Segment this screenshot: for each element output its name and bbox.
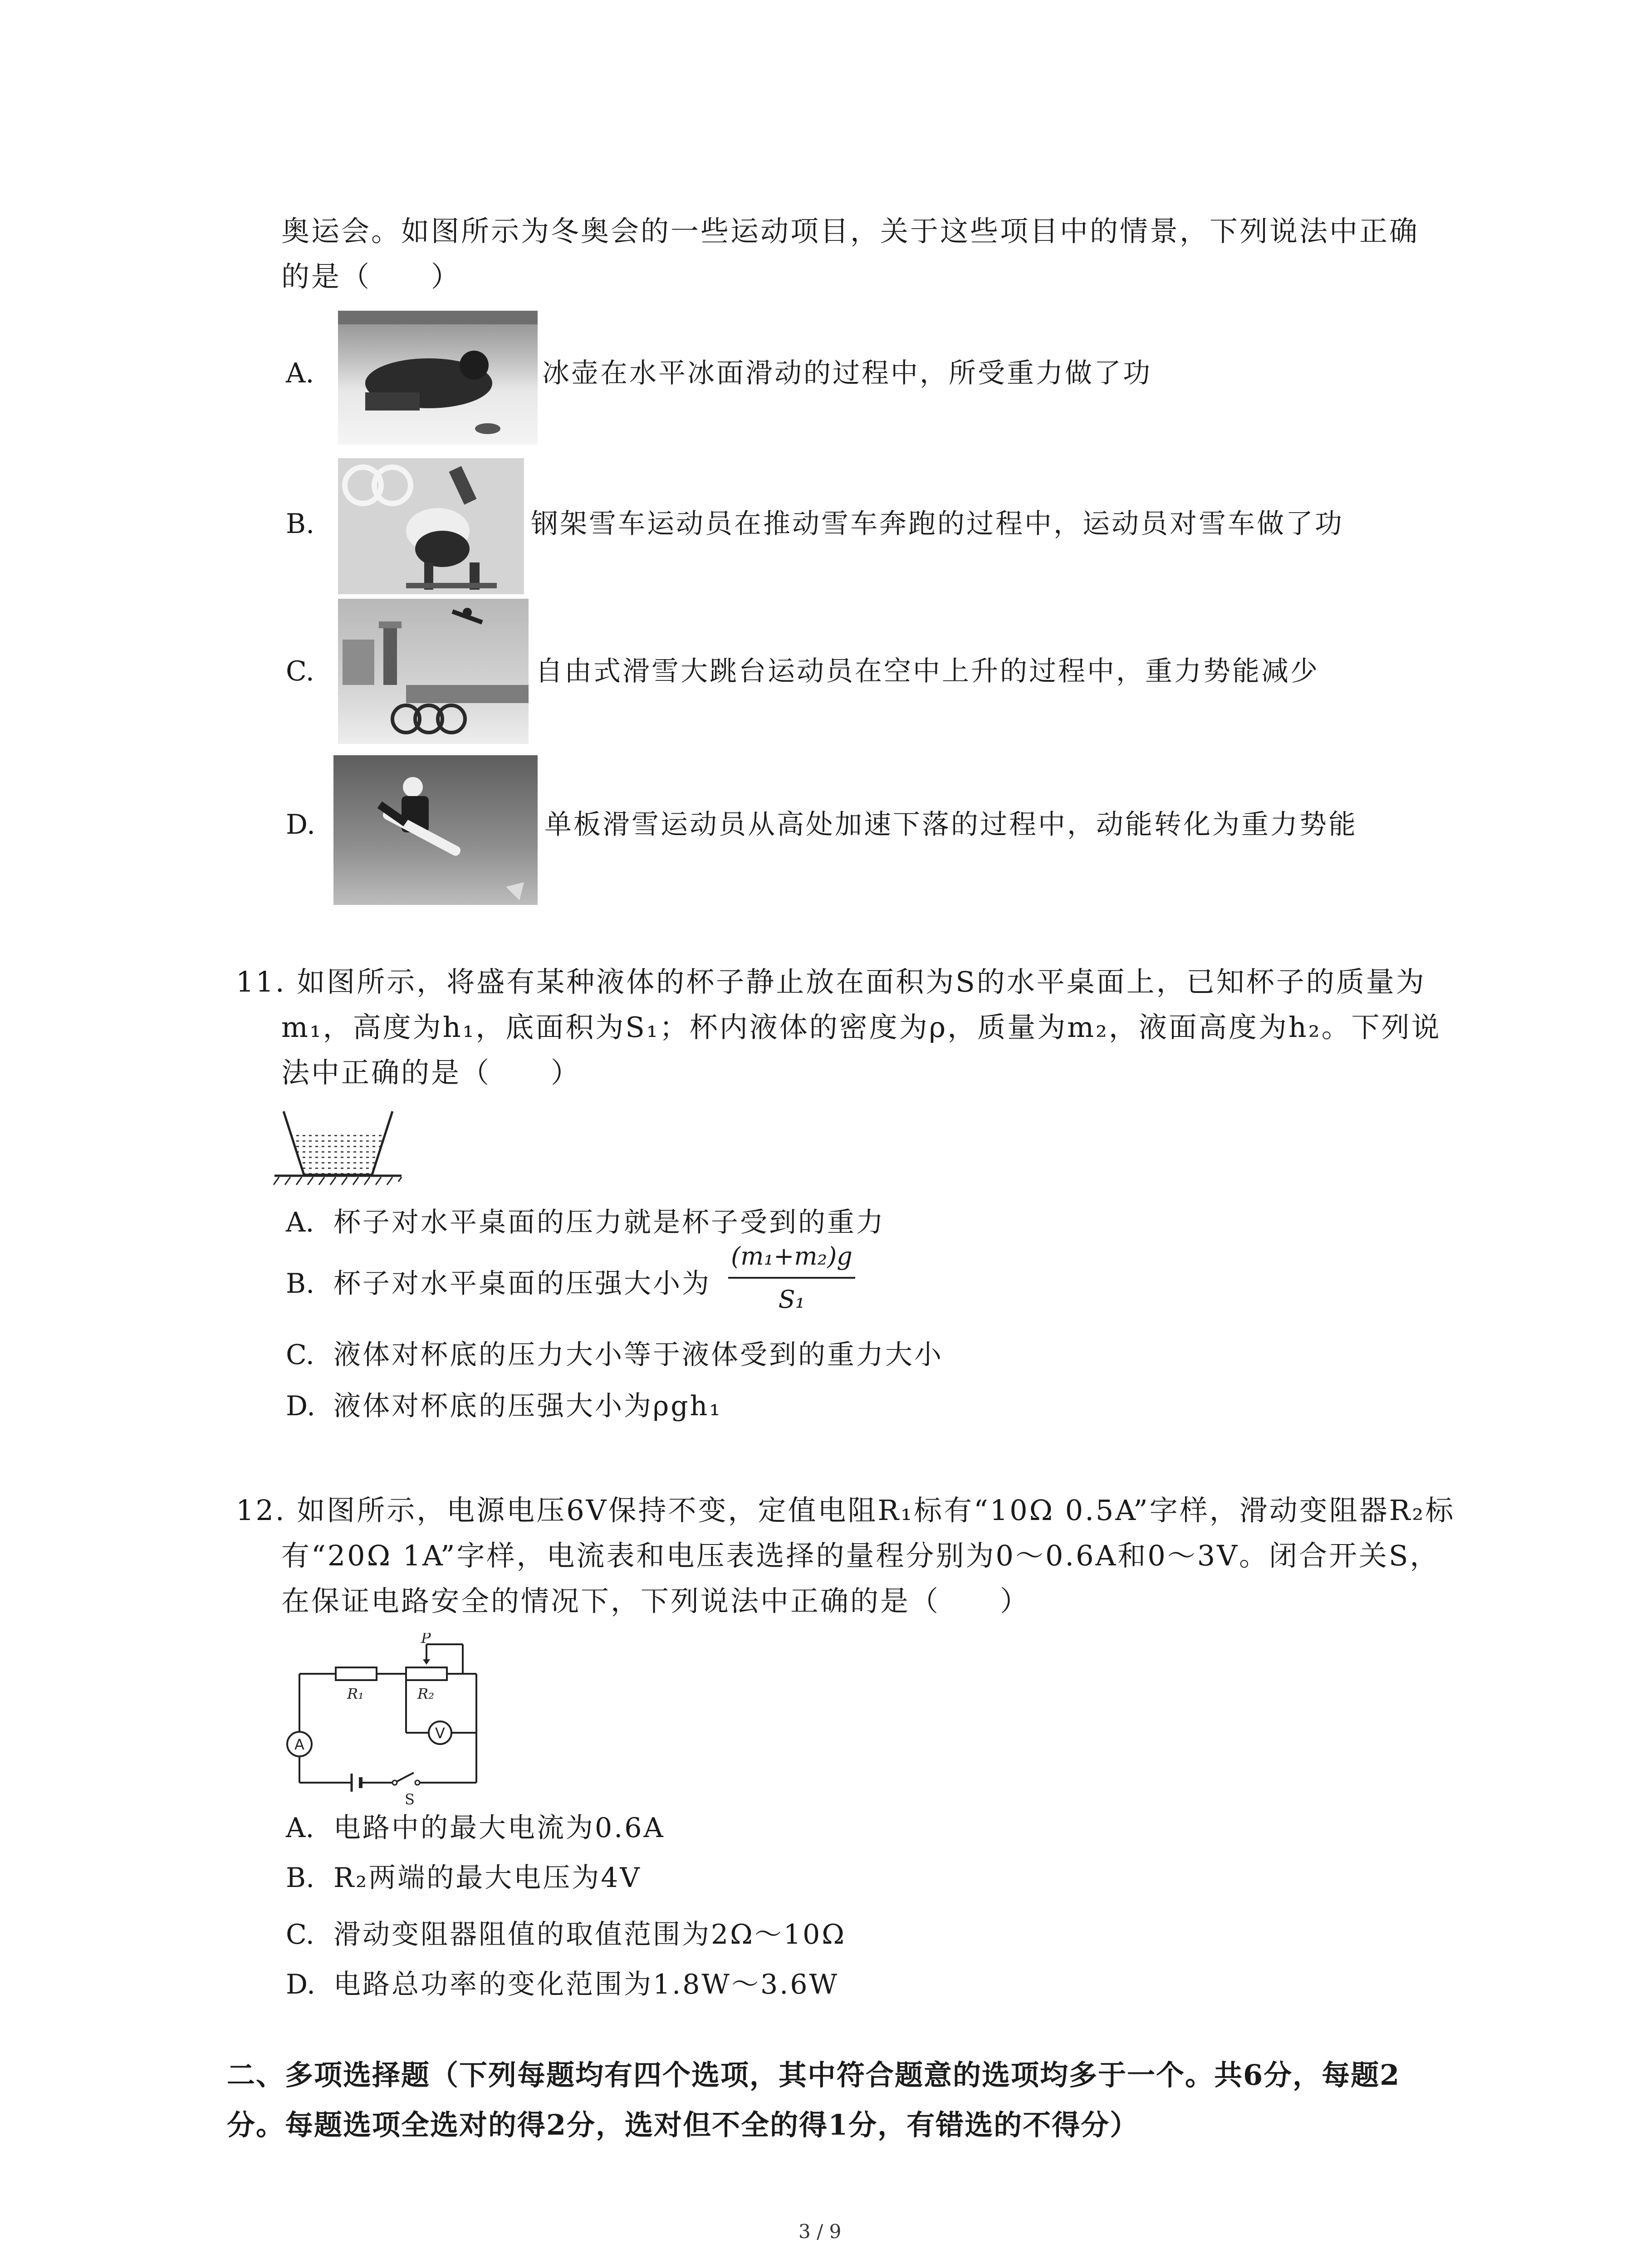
snowboard-photo xyxy=(333,755,538,905)
curling-photo xyxy=(338,311,538,445)
q10-option-c-text: 自由式滑雪大跳台运动员在空中上升的过程中，重力势能减少 xyxy=(535,655,1319,687)
q12-stem-line3: 在保证电路安全的情况下，下列说法中正确的是（ ） xyxy=(281,1584,1030,1618)
q12-stem-line2: 有“20Ω 1A”字样，电流表和电压表选择的量程分别为0～0.6A和0～3V。闭合开关S， xyxy=(281,1539,1440,1572)
pressure-fraction-numerator: (m₁+m₂)g xyxy=(731,1242,852,1271)
page-number: 3 / 9 xyxy=(798,2220,842,2243)
q10-option-c-label: C. xyxy=(286,655,314,687)
circuit-label-r1: R₁ xyxy=(347,1685,364,1702)
q11-stem-line1: 11. 如图所示，将盛有某种液体的杯子静止放在面积为S的水平桌面上，已知杯子的质量为 xyxy=(236,965,1426,998)
circuit-label-p: P xyxy=(421,1633,431,1647)
q10-option-b-text: 钢架雪车运动员在推动雪车奔跑的过程中，运动员对雪车做了功 xyxy=(531,508,1344,540)
circuit-label-voltmeter: V xyxy=(435,1725,445,1742)
q11-option-c-label: C. xyxy=(286,1339,314,1371)
cup-diagram xyxy=(270,1107,406,1191)
q10-stem-line1: 奥运会。如图所示为冬奥会的一些运动项目，关于这些项目中的情景，下列说法中正确 xyxy=(281,215,1420,248)
q10-option-b-label: B. xyxy=(286,508,315,540)
fraction-bar xyxy=(728,1277,855,1279)
q10-option-d-label: D. xyxy=(286,809,316,841)
q12-option-a-text: 电路中的最大电流为0.6A xyxy=(333,1812,665,1844)
q11-option-d-text: 液体对杯底的压强大小为ρgh₁ xyxy=(333,1390,722,1422)
section2-heading-line2: 分。每题选项全选对的得2分，选对但不全的得1分，有错选的不得分） xyxy=(227,2108,1139,2141)
circuit-label-r2: R₂ xyxy=(417,1685,434,1702)
pressure-fraction-denominator: S₁ xyxy=(778,1285,805,1314)
q12-option-c-text: 滑动变阻器阻值的取值范围为2Ω～10Ω xyxy=(333,1919,847,1950)
q12-option-c-label: C. xyxy=(286,1919,314,1950)
q11-option-b-text: 杯子对水平桌面的压强大小为 xyxy=(333,1268,711,1300)
q11-option-c-text: 液体对杯底的压力大小等于液体受到的重力大小 xyxy=(333,1339,943,1371)
q12-stem-line1: 12. 如图所示，电源电压6V保持不变，定值电阻R₁标有“10Ω 0.5A”字样，滑动变阻器R₂标 xyxy=(236,1494,1455,1527)
q11-option-a-label: A. xyxy=(286,1207,314,1238)
q10-option-d-text: 单板滑雪运动员从高处加速下落的过程中，动能转化为重力势能 xyxy=(544,809,1357,841)
circuit-label-ammeter: A xyxy=(294,1736,304,1753)
q11-option-a-text: 杯子对水平桌面的压力就是杯子受到的重力 xyxy=(333,1207,885,1238)
q11-stem-line2: m₁，高度为h₁，底面积为S₁；杯内液体的密度为ρ，质量为m₂，液面高度为h₂。下列说 xyxy=(281,1011,1441,1044)
q10-option-a-label: A. xyxy=(286,357,314,389)
q10-option-a-text: 冰壶在水平冰面滑动的过程中，所受重力做了功 xyxy=(542,357,1152,389)
q12-option-d-text: 电路总功率的变化范围为1.8W～3.6W xyxy=(333,1969,839,2000)
q12-option-d-label: D. xyxy=(286,1969,316,2000)
q11-option-d-label: D. xyxy=(286,1390,316,1422)
q11-option-b-label: B. xyxy=(286,1268,315,1300)
big-air-photo xyxy=(338,599,529,744)
section2-heading-line1: 二、多项选择题（下列每题均有四个选项，其中符合题意的选项均多于一个。共6分，每题2 xyxy=(227,2058,1401,2092)
circuit-diagram xyxy=(272,1633,490,1805)
q10-stem-line2: 的是（ ） xyxy=(281,260,461,293)
q11-stem-line3: 法中正确的是（ ） xyxy=(281,1056,581,1089)
q12-option-a-label: A. xyxy=(286,1812,314,1844)
circuit-label-switch: S xyxy=(405,1791,415,1805)
q12-option-b-label: B. xyxy=(286,1862,315,1894)
q12-option-b-text: R₂两端的最大电压为4V xyxy=(333,1862,642,1894)
skeleton-photo xyxy=(338,458,524,594)
